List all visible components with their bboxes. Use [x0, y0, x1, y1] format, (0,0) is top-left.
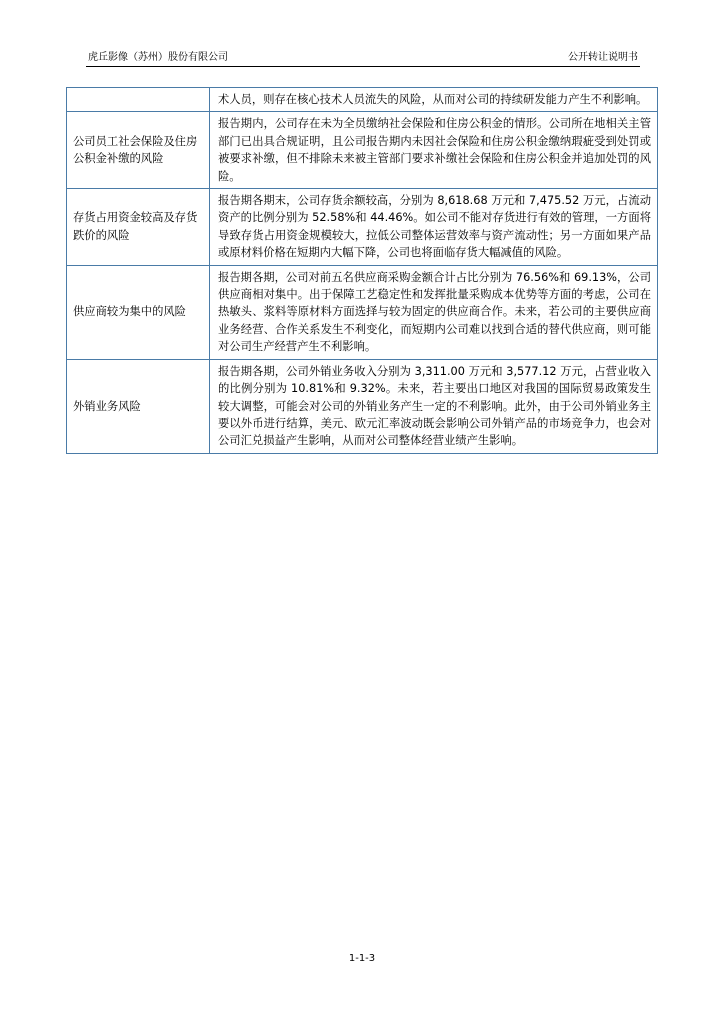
table-row — [67, 112, 658, 189]
risk-name-cell: 外销业务风险 — [67, 359, 210, 453]
risk-name-cell — [67, 88, 210, 112]
risk-table — [66, 87, 658, 454]
risk-description-cell: 报告期内，公司存在未为全员缴纳社会保险和住房公积金的情形。公司所在地相关主管部门已出具合规证明，且公司报告期内未因社会保险和住房公积金缴纳瑕疵受到处罚或被要求补缴，但不排除未来被主管部门要求补缴社会保险和住房公积金并追加处罚的风险。 — [210, 112, 658, 189]
risk-description-cell: 报告期各期，公司对前五名供应商采购金额合计占比分别为 76.56%和 69.13%，公司供应商相对集中。出于保障工艺稳定性和发挥批量采购成本优势等方面的考虑，公司在热敏头、浆料等原材料方面选择与较为固定的供应商合作。未来，若公司的主要供应商业务经营、合作关系发生不利变化，而短期内公司难以找到合适的替代供应商，则可能对公司生产经营产生不利影响。 — [210, 265, 658, 359]
table-row — [67, 359, 658, 453]
risk-description-cell: 报告期各期，公司外销业务收入分别为 3,311.00 万元和 3,577.12 万元，占营业收入的比例分别为 10.81%和 9.32%。未来，若主要出口地区对我国的国际贸易政策发生较大调整，可能会对公司的外销业务产生一定的不利影响。此外，由于公司外销业务主要以外币进行结算，美元、欧元汇率波动既会影响公司外销产品的市场竞争力，也会对公司汇兑损益产生影响，从而对公司整体经营业绩产生影响。 — [210, 359, 658, 453]
risk-description-cell: 报告期各期末，公司存货余额较高，分别为 8,618.68 万元和 7,475.52 万元，占流动资产的比例分别为 52.58%和 44.46%。如公司不能对存货进行有效的管理，一方面将导致存货占用资金规模较大，拉低公司整体运营效率与资产流动性；另一方面如果产品或原材料价格在短期内大幅下降，公司也将面临存货大幅减值的风险。 — [210, 189, 658, 266]
risk-name-cell: 存货占用资金较高及存货跌价的风险 — [67, 189, 210, 266]
page-number: 1-1-3 — [348, 953, 376, 964]
table-row — [67, 265, 658, 359]
document-title: 公开转让说明书 — [568, 52, 638, 63]
company-name: 虎丘影像（苏州）股份有限公司 — [88, 52, 228, 63]
risk-description-cell: 术人员，则存在核心技术人员流失的风险，从而对公司的持续研发能力产生不利影响。 — [210, 88, 658, 112]
table-row — [67, 88, 658, 112]
page-header — [86, 50, 640, 67]
table-row — [67, 189, 658, 266]
risk-name-cell: 公司员工社会保险及住房公积金补缴的风险 — [67, 112, 210, 189]
risk-name-cell: 供应商较为集中的风险 — [67, 265, 210, 359]
